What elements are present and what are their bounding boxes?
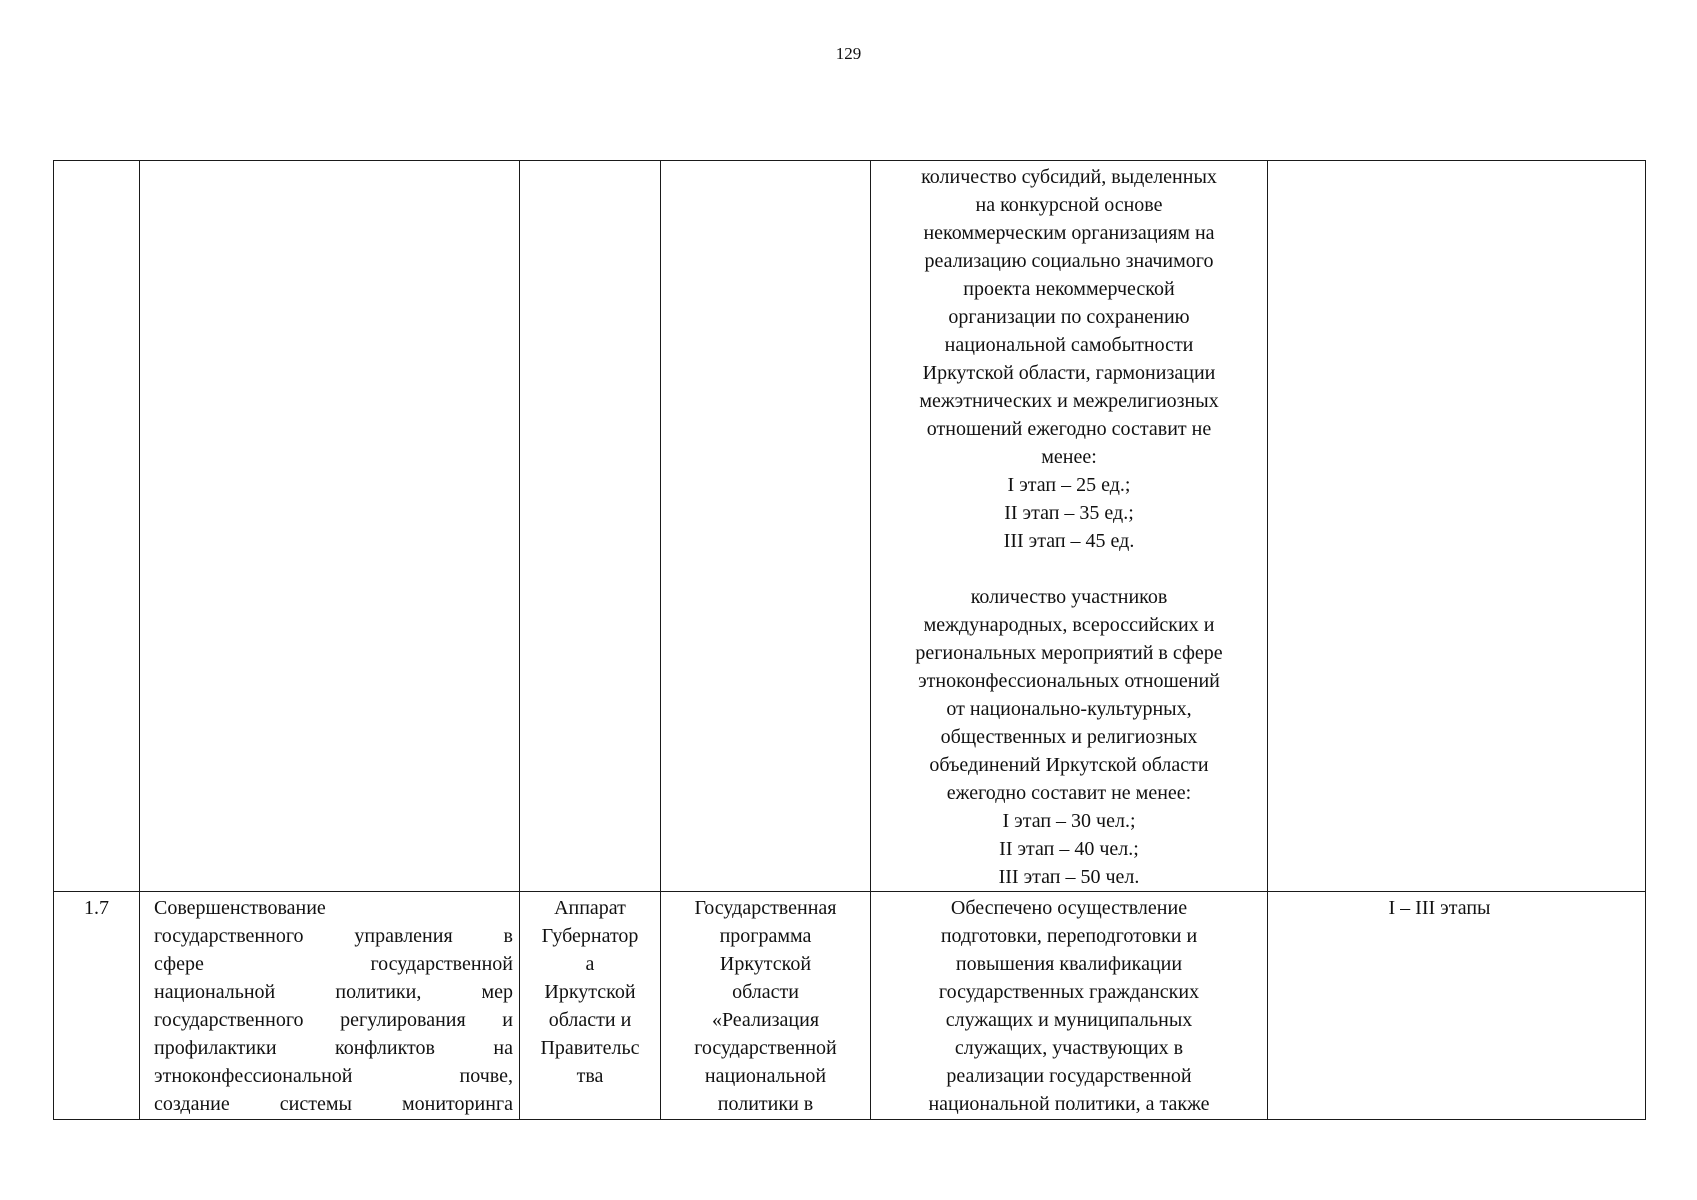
text-line: создание системы мониторинга [154,1093,513,1115]
text-line: от национально-культурных, [946,698,1192,720]
result-text [871,892,1267,1119]
text-line: Аппарат [554,897,626,919]
text-line: области [732,981,799,1003]
text-line: ежегодно составит не менее: [946,782,1192,804]
text-line: Совершенствование [154,897,326,919]
program-text [661,892,870,1119]
indicator-text [871,161,1267,891]
text-line: а [585,953,595,975]
text-line: политики в [717,1093,814,1115]
program-cell [661,161,871,892]
text-line: служащих и муниципальных [945,1009,1193,1031]
period-text: I – III этапы [1388,897,1491,919]
text-line: межэтнических и межрелигиозных [919,390,1219,412]
text-line: профилактики конфликтов на [154,1037,513,1059]
text-line: Государственная [694,897,837,919]
text-line: повышения квалификации [955,953,1183,975]
table-row-1-7 [54,892,1646,1120]
text-line: национальной политики, мер [154,981,513,1003]
text-line: III этап – 45 ед. [1003,530,1135,552]
executor-cell [520,161,661,892]
number-cell [54,161,140,892]
document-table [53,160,1646,1120]
text-line: реализацию социально значимого [924,250,1214,272]
text-line: Иркутской [544,981,636,1003]
text-line: Правительс [540,1037,640,1059]
page-number: 129 [835,44,862,63]
text-line: проекта некоммерческой [963,278,1175,300]
blank-line [877,555,1261,583]
row-number: 1.7 [84,897,109,919]
text-line: государственного регулирования и [154,1009,513,1031]
text-line: I этап – 30 чел.; [1002,810,1136,832]
text-line: некоммерческим организациям на [923,222,1215,244]
text-line: количество участников [970,586,1168,608]
period-cell [1268,161,1646,892]
text-line: региональных мероприятий в сфере [915,642,1223,664]
text-line: количество субсидий, выделенных [921,166,1217,188]
text-line: области и [548,1009,632,1031]
period-cell [1268,892,1646,1120]
text-line: III этап – 50 чел. [998,866,1140,888]
text-line: II этап – 35 ед.; [1004,502,1134,524]
text-line: I этап – 25 ед.; [1007,474,1131,496]
text-line: отношений ежегодно составит не [926,418,1212,440]
program-cell [661,892,871,1120]
text-line: объединений Иркутской области [929,754,1209,776]
text-line: Иркутской [719,953,812,975]
number-cell [54,892,140,1120]
executor-cell [520,892,661,1120]
text-line: государственного управления в [154,925,513,947]
text-line: «Реализация [711,1009,820,1031]
text-line: национальной политики, а также [928,1093,1210,1115]
text-line: подготовки, переподготовки и [940,925,1198,947]
table-row-continuation [54,161,1646,892]
text-line: на конкурсной основе [975,194,1163,216]
text-line: национальной самобытности [944,334,1194,356]
text-line: реализации государственной [946,1065,1192,1087]
task-text [140,892,519,1119]
executor-text [520,892,660,1119]
text-line: II этап – 40 чел.; [999,838,1139,860]
text-line: организации по сохранению [948,306,1190,328]
text-line: государственных гражданских [938,981,1200,1003]
text-line: Иркутской области, гармонизации [922,362,1216,384]
text-line: тва [576,1065,604,1087]
text-line: государственной [694,1037,837,1059]
text-line: этноконфессиональных отношений [918,670,1220,692]
text-line: служащих, участвующих в [954,1037,1184,1059]
text-line: международных, всероссийских и [923,614,1215,636]
text-line: национальной [704,1065,827,1087]
indicator-cell [871,161,1268,892]
text-line: программа [719,925,812,947]
task-cell [140,161,520,892]
text-line: Обеспечено осуществление [950,897,1188,919]
text-line: общественных и религиозных [940,726,1198,748]
text-line: Губернатор [541,925,639,947]
text-line: этноконфессиональной почве, [154,1065,513,1087]
text-line: сфере государственной [154,953,513,975]
task-cell [140,892,520,1120]
text-line: менее: [1041,446,1097,468]
result-cell [871,892,1268,1120]
